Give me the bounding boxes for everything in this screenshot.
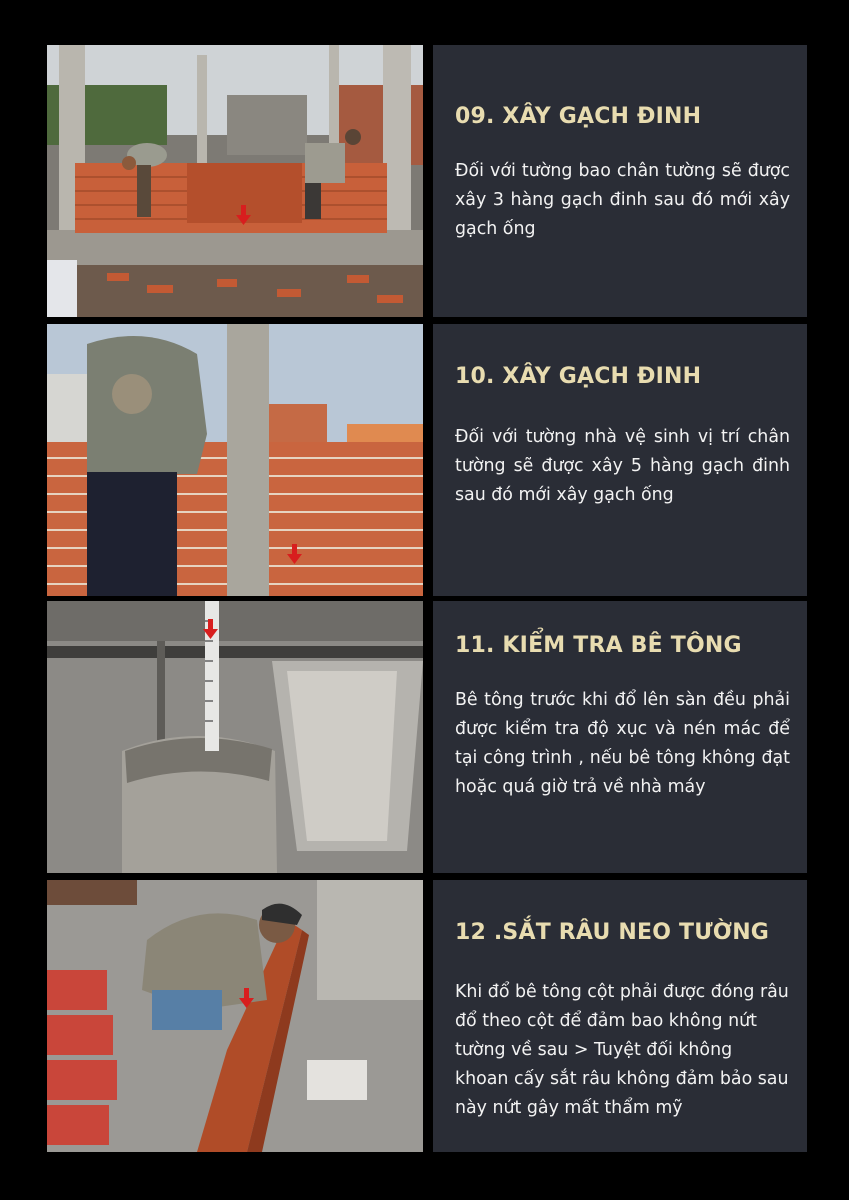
section-title: 10. XÂY GẠCH ĐINH bbox=[455, 364, 702, 389]
section-11 bbox=[47, 601, 807, 873]
photo-illustration bbox=[47, 880, 423, 1152]
section-panel bbox=[433, 45, 807, 317]
section-panel bbox=[433, 324, 807, 596]
section-09 bbox=[47, 45, 807, 317]
section-body: Đối với tường nhà vệ sinh vị trí chân tường sẽ được xây 5 hàng gạch đinh sau đó mới xây gạch ống bbox=[455, 427, 790, 505]
section-body: Bê tông trước khi đổ lên sàn đều phải được kiểm tra độ xục và nén mác để tại công trình , nếu bê tông không đạt hoặc quá giờ trả về nhà máy bbox=[455, 690, 790, 797]
section-title: 11. KIỂM TRA BÊ TÔNG bbox=[455, 633, 742, 658]
section-body: Đối với tường bao chân tường sẽ được xây 3 hàng gạch đinh sau đó mới xây gạch ống bbox=[455, 161, 790, 239]
photo-worker-brick-wall-column bbox=[47, 324, 423, 596]
section-panel bbox=[433, 601, 807, 873]
section-10 bbox=[47, 324, 807, 596]
photo-bricklayers-foundation-wall bbox=[47, 45, 423, 317]
photo-concrete-slump-test bbox=[47, 601, 423, 873]
photo-illustration bbox=[47, 324, 423, 596]
section-title: 09. XÂY GẠCH ĐINH bbox=[455, 104, 702, 129]
section-title: 12 .SẮT RÂU NEO TƯỜNG bbox=[455, 920, 770, 945]
section-12 bbox=[47, 880, 807, 1152]
section-panel bbox=[433, 880, 807, 1152]
section-body: Khi đổ bê tông cột phải được đóng râu đổ theo cột để đảm bao không nứt tường về sau > Tuyệt đối không khoan cấy sắt râu không đảm bảo sau này nứt gây mất thẩm mỹ bbox=[455, 982, 789, 1118]
photo-illustration bbox=[47, 45, 423, 317]
photo-illustration bbox=[47, 601, 423, 873]
photo-worker-column-formwork bbox=[47, 880, 423, 1152]
